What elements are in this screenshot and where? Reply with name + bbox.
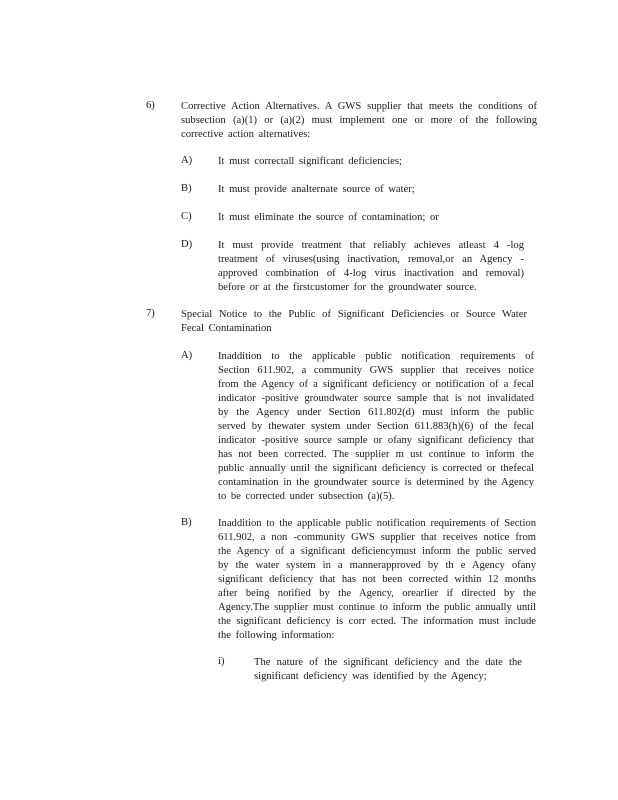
list-item <box>181 211 538 225</box>
subsubitem-numeral: i) <box>218 656 225 667</box>
item-text: Corrective Action Alternatives. A GWS supplier that meets the conditions of subsection (a)(1) or (a)(2) must implement one or more of the following corrective action alternatives: <box>181 101 537 140</box>
item-number: 7) <box>146 308 155 319</box>
subitem-text: Inaddition to the applicable public notification requirements of Section 611.902, a community GWS supplier that receives notice from the Agency of a significant deficiency or notification of a fecal indicator -positive groundwater source sample that is not invalidated by the Agency under Section 611.802(d) must inform the public served by thewater system under Section 611.883(h)(6) of the fecal indicator -positive source sample or ofany significant deficiency that has not been corrected. The supplier m ust continue to inform the public annually until the significant deficiency is corrected or thefecal contamination in the groundwater source is determined by the Agency to be corrected under subsection (a)(5). <box>218 351 534 502</box>
list-item <box>181 517 538 643</box>
subsubitem-text: The nature of the significant deficiency and the date the significant deficiency was identified by the Agency; <box>254 657 522 682</box>
list-item <box>218 656 538 684</box>
subitem-letter: B) <box>181 183 192 194</box>
list-item <box>146 308 538 336</box>
subitem-letter: B) <box>181 517 192 528</box>
item-number: 6) <box>146 100 155 111</box>
list-item <box>181 183 538 197</box>
subitem-letter: A) <box>181 350 193 361</box>
subitem-letter: A) <box>181 155 193 166</box>
list-item <box>181 239 538 295</box>
subitem-text: It must provide treatment that reliably achieves atleast 4 -log treatment of viruses(using inactivation, removal,or an Agency - approved combination of 4-log virus inactivation and removal) before or at the firstcustomer for the groundwater source. <box>218 240 524 293</box>
subitem-text: It must provide analternate source of water; <box>218 184 415 195</box>
subitem-letter: C) <box>181 211 192 222</box>
subitem-text: It must correctall significant deficiencies; <box>218 156 402 167</box>
list-item <box>181 155 538 169</box>
subitem-text: It must eliminate the source of contamination; or <box>218 212 439 223</box>
list-item <box>146 100 538 142</box>
list-item <box>181 350 538 504</box>
subitem-letter: D) <box>181 239 193 250</box>
subitem-text: Inaddition to the applicable public notification requirements of Section 611.902, a non -community GWS supplier that receives notice from the Agency of a significant deficiencymust inform the public served by the water system in a mannerapproved by th e Agency ofany significant deficiency that has not been corrected within 12 months after being notified by the Agency, orearlier if directed by the Agency.The supplier must continue to inform the public annually until the significant deficiency is corr ected. The information must include the following information: <box>218 518 536 641</box>
item-text: Special Notice to the Public of Significant Deficiencies or Source Water Fecal Contamination <box>181 309 527 334</box>
